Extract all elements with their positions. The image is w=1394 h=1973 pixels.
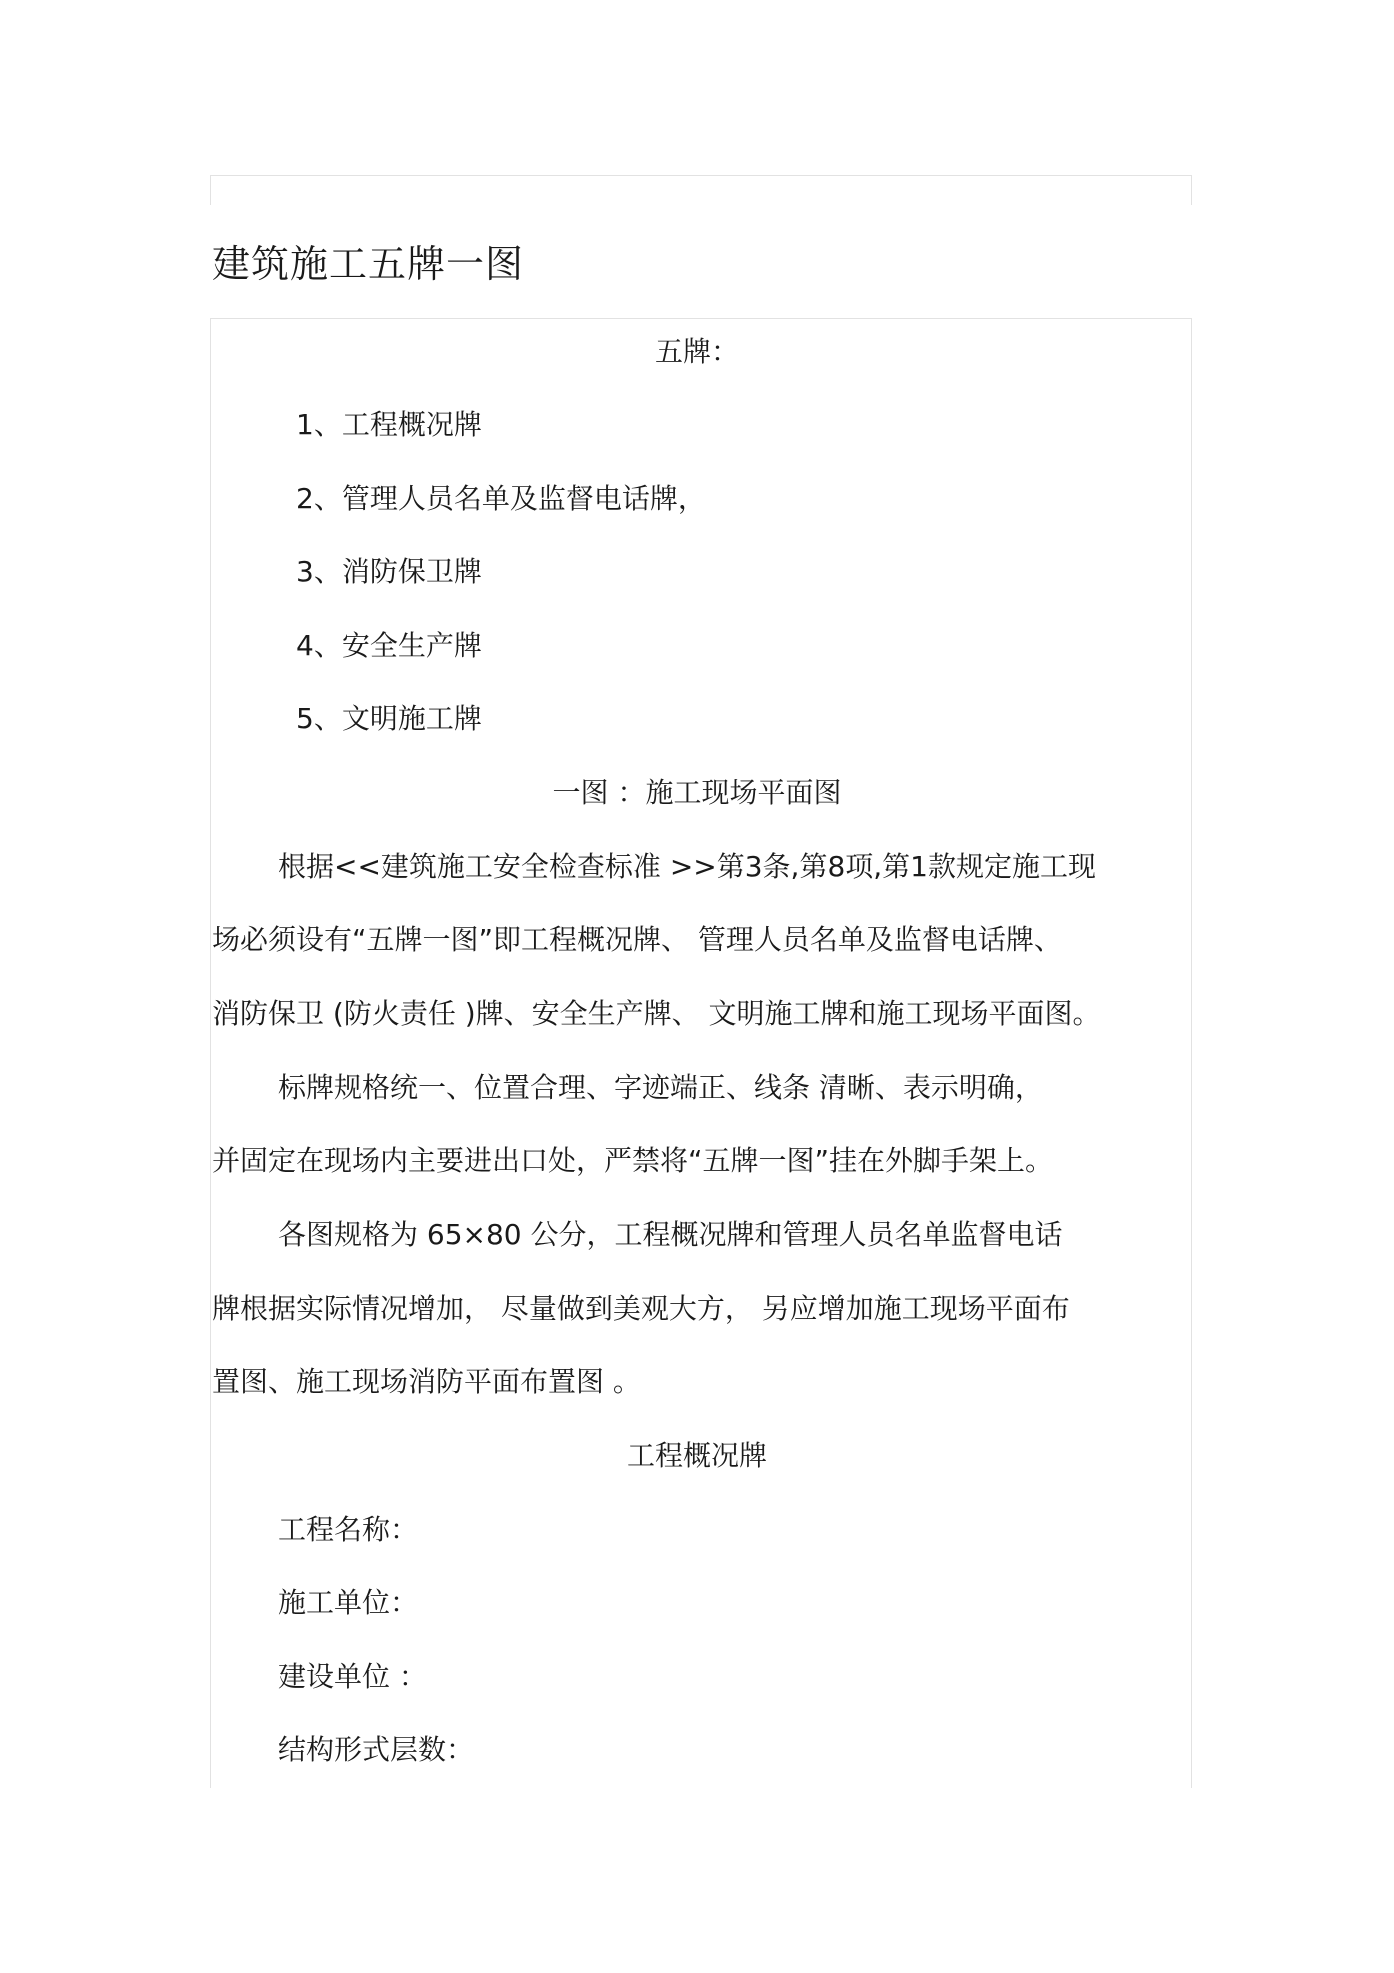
five-boards-heading: 五牌： [654, 335, 739, 368]
list-item: 1、工程概况牌 [296, 408, 482, 441]
paragraph-1-line-3: 消防保卫 (防火责任 )牌、安全生产牌、 文明施工牌和施工现场平面图。 [212, 997, 1101, 1030]
paragraph-1-line-1: 根据<<建筑施工安全检查标准 >>第3条,第8项,第1款规定施工现 [278, 850, 1096, 883]
paragraph-3-line-3: 置图、施工现场消防平面布置图 。 [212, 1365, 641, 1398]
paragraph-2-line-2: 并固定在现场内主要进出口处，严禁将“五牌一图”挂在外脚手架上。 [212, 1144, 1054, 1177]
one-plan-heading: 一图 ：施工现场平面图 [552, 776, 842, 809]
field-label: 结构形式层数： [278, 1733, 475, 1766]
field-label: 施工单位： [278, 1586, 419, 1619]
field-label: 建设单位 ： [278, 1660, 427, 1693]
field-label: 工程名称： [278, 1513, 419, 1546]
paragraph-2-line-1: 标牌规格统一、位置合理、字迹端正、线条 清晰、表示明确， [278, 1071, 1043, 1104]
content-frame [210, 318, 1192, 1788]
paragraph-3-line-2: 牌根据实际情况增加， 尽量做到美观大方， 另应增加施工现场平面布 [212, 1292, 1070, 1325]
paragraph-1-line-2: 场必须设有“五牌一图”即工程概况牌、 管理人员名单及监督电话牌、 [212, 923, 1062, 956]
top-frame [210, 175, 1192, 205]
list-item: 3、消防保卫牌 [296, 555, 482, 588]
paragraph-3-line-1: 各图规格为 65×80 公分，工程概况牌和管理人员名单监督电话 [278, 1218, 1063, 1251]
document-title: 建筑施工五牌一图 [212, 242, 525, 286]
list-item: 2、管理人员名单及监督电话牌， [296, 482, 706, 515]
list-item: 4、安全生产牌 [296, 629, 482, 662]
project-board-heading: 工程概况牌 [626, 1439, 767, 1472]
list-item: 5、文明施工牌 [296, 702, 482, 735]
